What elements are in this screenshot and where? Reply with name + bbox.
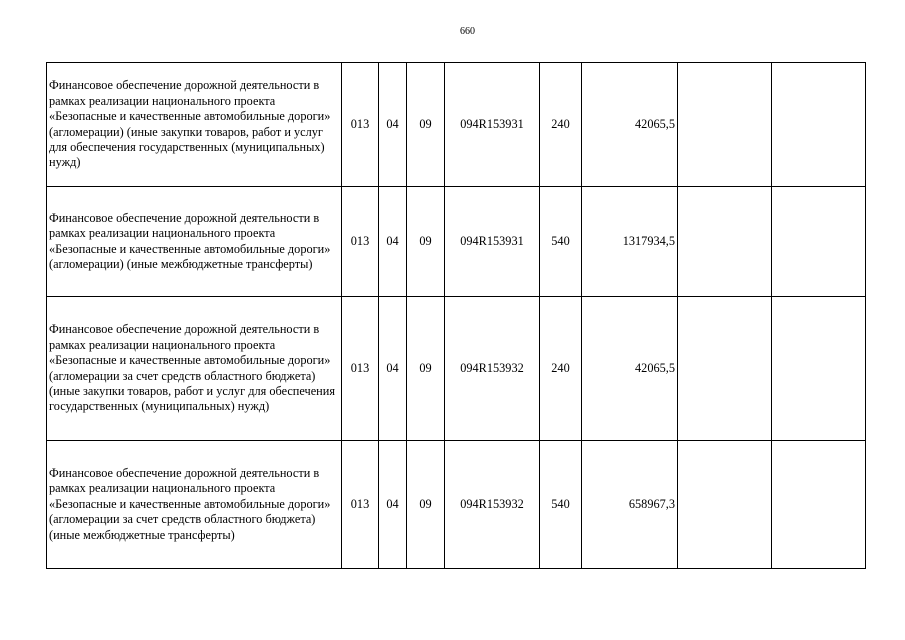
expense-type-code: 540 [540, 441, 582, 569]
amount: 658967,3 [582, 441, 678, 569]
empty-cell [772, 297, 866, 441]
empty-cell [678, 441, 772, 569]
row-description: Финансовое обеспечение дорожной деятельности в рамках реализации национального проекта «Безопасные и качественные автомобильные дороги» (агломерации) (иные межбюджетные трансферты) [47, 187, 342, 297]
table-row [47, 187, 866, 297]
subsection-code: 09 [407, 441, 445, 569]
empty-cell [678, 297, 772, 441]
empty-cell [678, 63, 772, 187]
row-description: Финансовое обеспечение дорожной деятельности в рамках реализации национального проекта «Безопасные и качественные автомобильные дороги» (агломерации за счет средств областного бюджета) (иные закупки товаров, работ и услуг для обеспечения государственных (муниципальных) нужд) [47, 297, 342, 441]
expense-type-code: 240 [540, 63, 582, 187]
empty-cell [772, 441, 866, 569]
empty-cell [678, 187, 772, 297]
target-article-code: 094R153931 [445, 187, 540, 297]
target-article-code: 094R153932 [445, 441, 540, 569]
empty-cell [772, 187, 866, 297]
target-article-code: 094R153931 [445, 63, 540, 187]
amount: 42065,5 [582, 63, 678, 187]
section-code: 04 [379, 187, 407, 297]
subsection-code: 09 [407, 63, 445, 187]
subsection-code: 09 [407, 187, 445, 297]
section-code: 04 [379, 441, 407, 569]
expense-type-code: 240 [540, 297, 582, 441]
table-row [47, 297, 866, 441]
section-code: 04 [379, 63, 407, 187]
section-code: 04 [379, 297, 407, 441]
ministry-code: 013 [342, 441, 379, 569]
ministry-code: 013 [342, 187, 379, 297]
ministry-code: 013 [342, 297, 379, 441]
expense-type-code: 540 [540, 187, 582, 297]
ministry-code: 013 [342, 63, 379, 187]
target-article-code: 094R153932 [445, 297, 540, 441]
row-description: Финансовое обеспечение дорожной деятельности в рамках реализации национального проекта «Безопасные и качественные автомобильные дороги» (агломерации за счет средств областного бюджета) (иные межбюджетные трансферты) [47, 441, 342, 569]
table-row [47, 441, 866, 569]
subsection-code: 09 [407, 297, 445, 441]
empty-cell [772, 63, 866, 187]
amount: 1317934,5 [582, 187, 678, 297]
amount: 42065,5 [582, 297, 678, 441]
row-description: Финансовое обеспечение дорожной деятельности в рамках реализации национального проекта «Безопасные и качественные автомобильные дороги» (агломерации) (иные закупки товаров, работ и услуг для обеспечения государственных (муниципальных) нужд) [47, 63, 342, 187]
budget-table [46, 62, 866, 569]
table-row [47, 63, 866, 187]
page-number: 660 [460, 26, 475, 37]
